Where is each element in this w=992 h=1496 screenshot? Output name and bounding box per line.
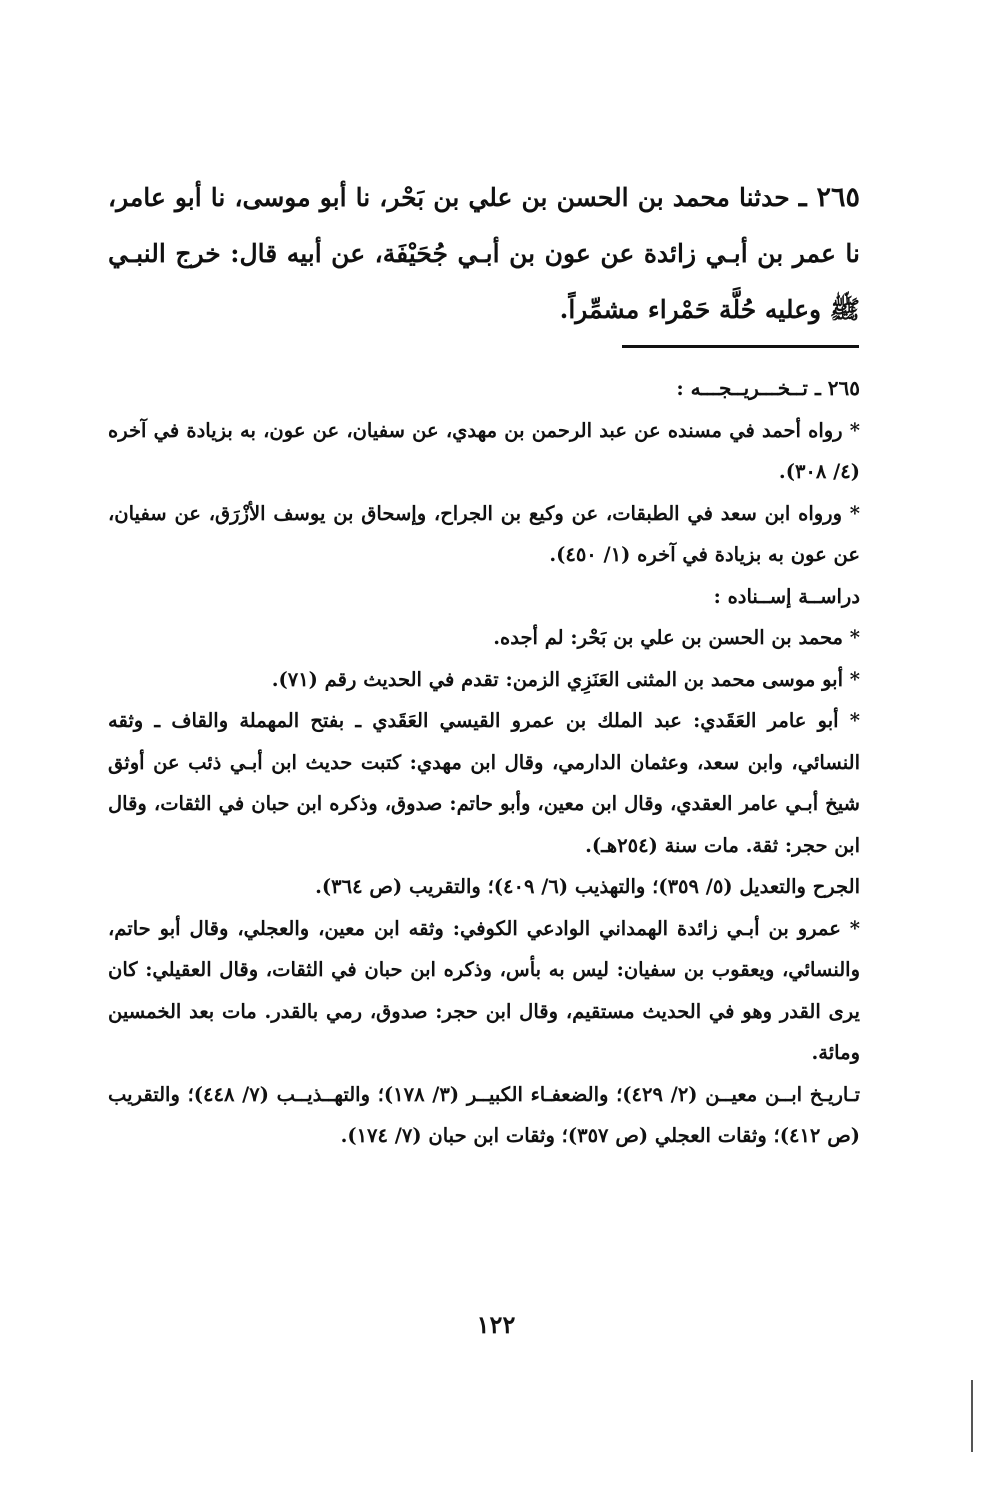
takhrij-item-2: * ورواه ابن سعد في الطبقات، عن وكيع بن الجراح، وإسحاق بن يوسف الأزْرَق، عن سفيان، عن عون به بزيادة في آخره (١/ ٤٥٠). [108,501,860,566]
references-entry-3: الجرح والتعديل (٥/ ٣٥٩)؛ والتهذيب (٦/ ٤٠٩)؛ والتقريب (ص ٣٦٤). [315,875,860,898]
hadith-body: حدثنا محمد بن الحسن بن علي بن بَحْر، نا أبو موسى، نا أبو عامر، نا عمر بن أبـي زائدة عن عون بن أبـي جُحَيْفَة، عن أبيه قال: خرج النبـي ﷺ وعليه حُلَّة حَمْراء مشمِّراً. [108,183,860,324]
takhrij-heading: ٢٦٥ ـ تــخـــريــجـــه : [676,376,860,400]
narrator-entry-3: * أبو عامر العَقَدي: عبد الملك بن عمرو القيسي العَقَدي ـ بفتح المهملة والقاف ـ وثقه النسائي، وابن سعد، وعثمان الدارمي، وقال ابن مهدي: كتبت حديث ابن أبـي ذئب عن أوثق شيخ أبـي عامر العقدي، وقال ابن معين، وأبو حاتم: صدوق، وذكره ابن حبان في الثقات، وقال ابن حجر: ثقة. مات سنة (٢٥٤هـ). [108,709,860,857]
hadith-number: ٢٦٥ ـ [798,182,860,213]
narrator-entry-2: * أبو موسى محمد بن المثنى العَنَزِي الزمن: تقدم في الحديث رقم (٧١). [271,667,860,691]
footnote-separator [622,345,859,348]
takhrij-item-1: * رواه أحمد في مسنده عن عبد الرحمن بن مهدي، عن سفيان، عن عون، به بزيادة في آخره (٤/ ٣٠٨). [108,418,860,483]
dirasa-heading: دراســة إســناده : [713,584,860,608]
page-number: ١٢٢ [476,1310,516,1339]
narrator-entry-4: * عمرو بن أبـي زائدة الهمداني الوادعي الكوفي: وثقه ابن معين، والعجلي، وقال أبو حاتم، والنسائي، ويعقوب بن سفيان: ليس به بأس، وذكره ابن حبان في الثقات، وقال العقيلي: كان يرى القدر وهو في الحديث مستقيم، وقال ابن حجر: صدوق، رمي بالقدر. مات بعد الخمسين ومائة. [108,916,860,1064]
footnotes-block [108,368,860,1157]
narrator-entry-1: * محمد بن الحسن بن علي بن بَحْر: لم أجده. [493,626,860,649]
margin-line [971,1380,973,1452]
hadith-text-block [108,170,860,338]
references-entry-4: تـاريـخ ابــن معيــن (٢/ ٤٢٩)؛ والضعفـاء الكبيــر (٣/ ١٧٨)؛ والتهــذيــب (٧/ ٤٤٨)؛ والتقريب (ص ٤١٢)؛ وثقات العجلي (ص ٣٥٧)؛ وثقات ابن حبان (٧/ ١٧٤). [108,1082,860,1147]
